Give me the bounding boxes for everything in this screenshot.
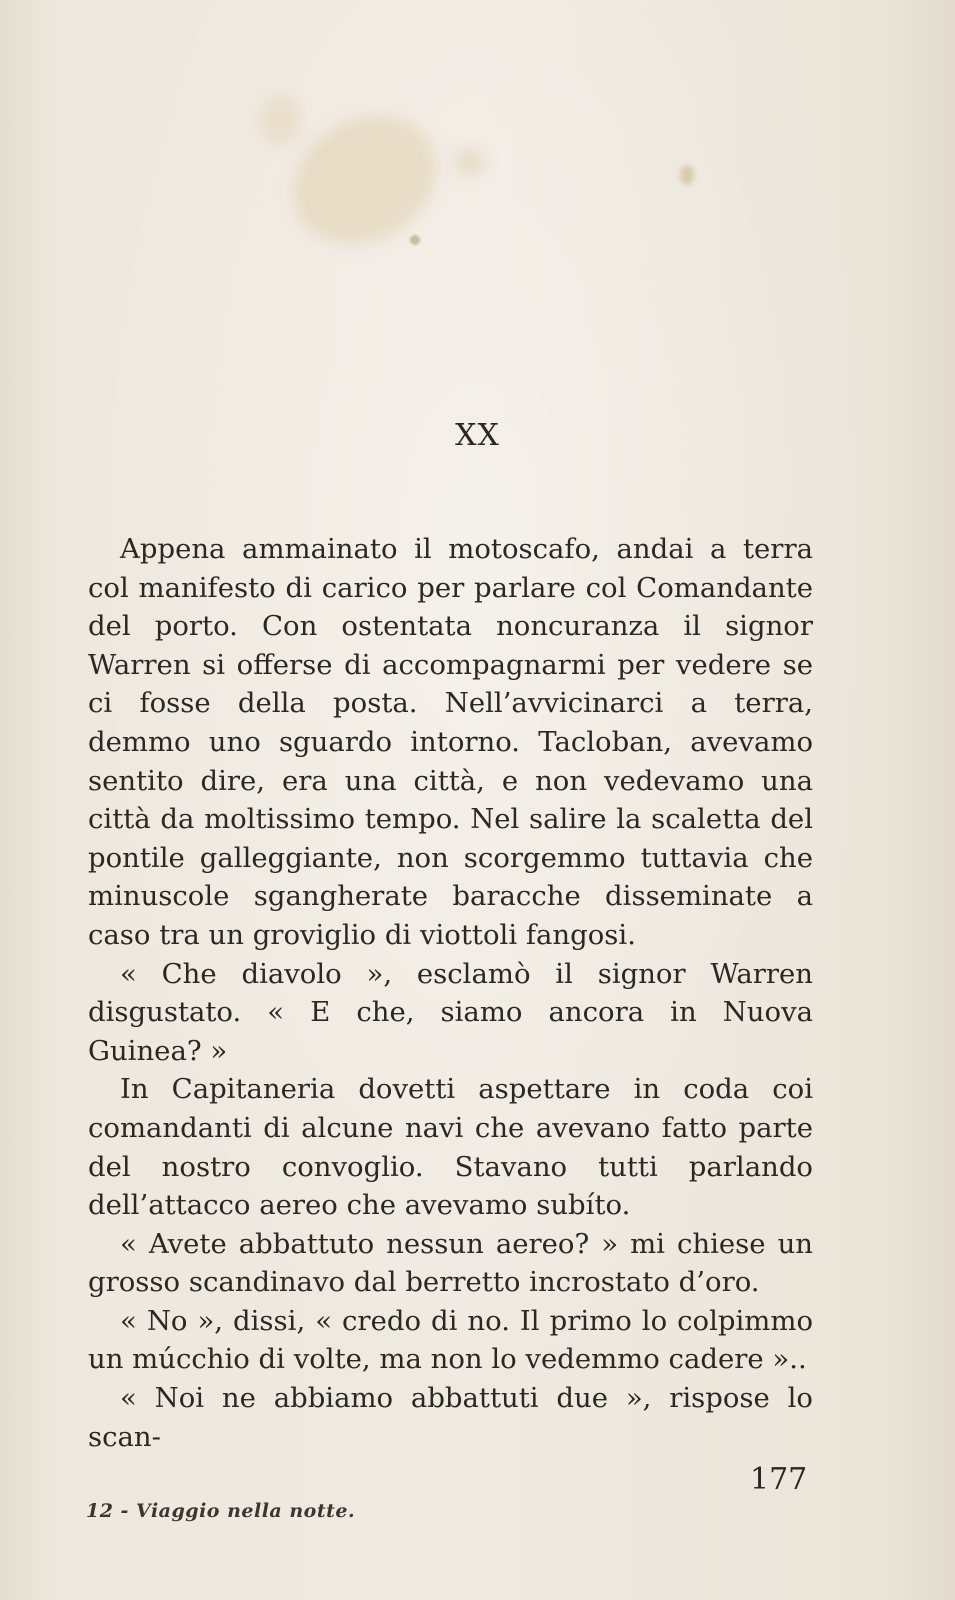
paper-stain (455, 150, 483, 174)
page-number: 177 (750, 1462, 808, 1497)
paragraph: « Noi ne abbiamo abbattuti due », rispose lo scan- (88, 1382, 813, 1453)
signature-line: 12 - Viaggio nella notte. (86, 1500, 356, 1522)
paragraph: In Capitaneria dovetti aspettare in coda coi comandanti di alcune navi che avevano fatto parte del nostro convoglio. Stavano tutti parlando dell’attacco aereo che avevamo subíto. (88, 1073, 813, 1222)
paragraph: Appena ammainato il motoscafo, andai a terra col manifesto di carico per parlare col Comandante del porto. Con ostentata noncuranza il signor Warren si offerse di accompagnarmi per vedere se ci fosse della posta. Nell’avvicinarci a terra, demmo uno sguardo intorno. Tacloban, avevamo sentito dire, era una città, e non vedevamo una città da moltissimo tempo. Nel salire la scaletta del pontile galleggiante, non scorgemmo tuttavia che minuscole sgangherate baracche disseminate a caso tra un groviglio di viottoli fangosi. (88, 533, 813, 951)
paragraph: « Che diavolo », esclamò il signor Warren disgustato. « E che, siamo ancora in Nuova Guinea? » (88, 957, 813, 1067)
paper-stain (410, 235, 420, 245)
paper-stain (260, 95, 300, 145)
paragraph: « No », dissi, « credo di no. Il primo lo colpimmo un múcchio di volte, ma non lo vedemmo cadere ».. (88, 1304, 813, 1376)
body-text (88, 530, 813, 1456)
paragraph: « Avete abbattuto nessun aereo? » mi chiese un grosso scandinavo dal berretto incrostato d’oro. (88, 1227, 813, 1299)
paper-stain (680, 165, 694, 185)
chapter-heading: XX (455, 418, 500, 453)
